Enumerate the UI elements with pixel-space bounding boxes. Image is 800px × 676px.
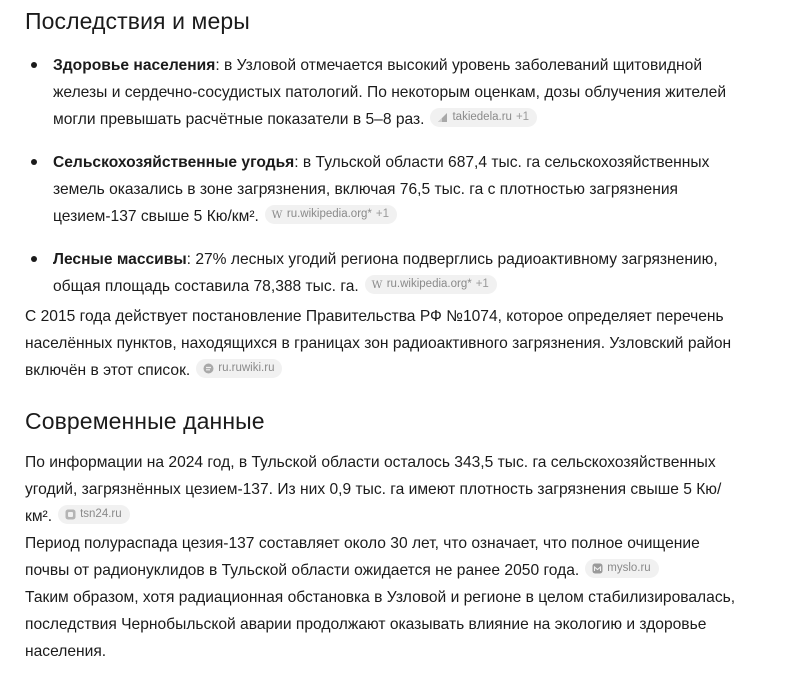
- source-chip-label: ru.ruwiki.ru: [218, 362, 275, 374]
- source-chip[interactable]: [58, 505, 130, 524]
- list-item-text: [53, 246, 750, 300]
- source-chip[interactable]: [196, 359, 282, 378]
- list-item: [0, 246, 800, 300]
- source-chip-label: tsn24.ru: [80, 508, 122, 520]
- list-item-body: : в Узловой отмечается высокий уровень заболеваний щитовидной железы и сердечно-сосудистых патологий. По некоторым оценкам, дозы облучения жителей могли превышать расчётные показатели в 5–8 раз.: [53, 57, 727, 128]
- svg-text:W: W: [371, 279, 383, 290]
- source-chip-extra: +1: [515, 111, 530, 123]
- section-heading-consequences: Последствия и меры: [25, 8, 250, 34]
- list-item-body: : 27% лесных угодий региона подверглись радиоактивному загрязнению, общая площадь составила 78,388 тыс. га.: [53, 251, 718, 295]
- list-item: [0, 52, 800, 133]
- source-chip-extra: +1: [475, 277, 489, 290]
- consequences-list: [0, 52, 800, 316]
- source-chip-label: ru.wikipedia.org*: [286, 207, 372, 220]
- myslo-icon: [591, 563, 603, 575]
- list-item-title: Сельскохозяйственные угодья: [53, 154, 295, 171]
- source-chip-extra: +1: [375, 207, 390, 220]
- list-item-title: Лесные массивы: [53, 251, 187, 268]
- wikipedia-icon: [271, 208, 283, 220]
- source-chip-label: myslo.ru: [607, 562, 651, 574]
- paragraph-text: Период полураспада цезия-137 составляет около 30 лет, что означает, что полное очищение почвы от радионуклидов в Тульской области ожидается не ранее 2050 года.: [25, 535, 700, 579]
- paragraph-text: Таким образом, хотя радиационная обстановка в Узловой и регионе в целом стабилизировалась, последствия Чернобыльской аварии продолжают оказывать влияние на экологию и здоровье населения.: [25, 589, 736, 660]
- wikipedia-icon: [371, 278, 383, 290]
- tsn24-icon: [64, 509, 76, 521]
- modern-data-paragraph: [25, 449, 745, 665]
- source-chip[interactable]: [365, 275, 497, 294]
- source-chip[interactable]: [585, 559, 658, 578]
- decree-paragraph: [25, 303, 745, 384]
- list-item-text: [53, 149, 750, 230]
- source-chip[interactable]: [430, 108, 537, 127]
- list-item-title: Здоровье населения: [53, 57, 216, 74]
- section-heading-modern-data: Современные данные: [25, 408, 265, 434]
- paragraph-text: По информации на 2024 год, в Тульской области осталось 343,5 тыс. га сельскохозяйственных угодий, загрязнённых цезием-137. Из них 0,9 тыс. га имеют плотность загрязнения свыше 5 Кю/км².: [25, 454, 722, 525]
- source-chip[interactable]: [265, 205, 397, 224]
- list-item-text: [53, 52, 750, 133]
- paragraph-text: С 2015 года действует постановление Правительства РФ №1074, которое определяет перечень населённых пунктов, находящихся в границах зон радиоактивного загрязнения. Узловский район включён в этот список.: [25, 308, 732, 379]
- takiedela-favicon-icon: [436, 112, 448, 124]
- source-chip-label: takiedela.ru: [452, 111, 512, 123]
- list-item: [0, 149, 800, 230]
- svg-text:W: W: [271, 209, 283, 220]
- list-item-body: : в Тульской области 687,4 тыс. га сельскохозяйственных земель оказались в зоне загрязнения, включая 76,5 тыс. га с плотностью загрязнения цезием-137 свыше 5 Кю/км².: [53, 154, 710, 225]
- ruwiki-icon: [202, 363, 214, 375]
- source-chip-label: ru.wikipedia.org*: [386, 277, 472, 290]
